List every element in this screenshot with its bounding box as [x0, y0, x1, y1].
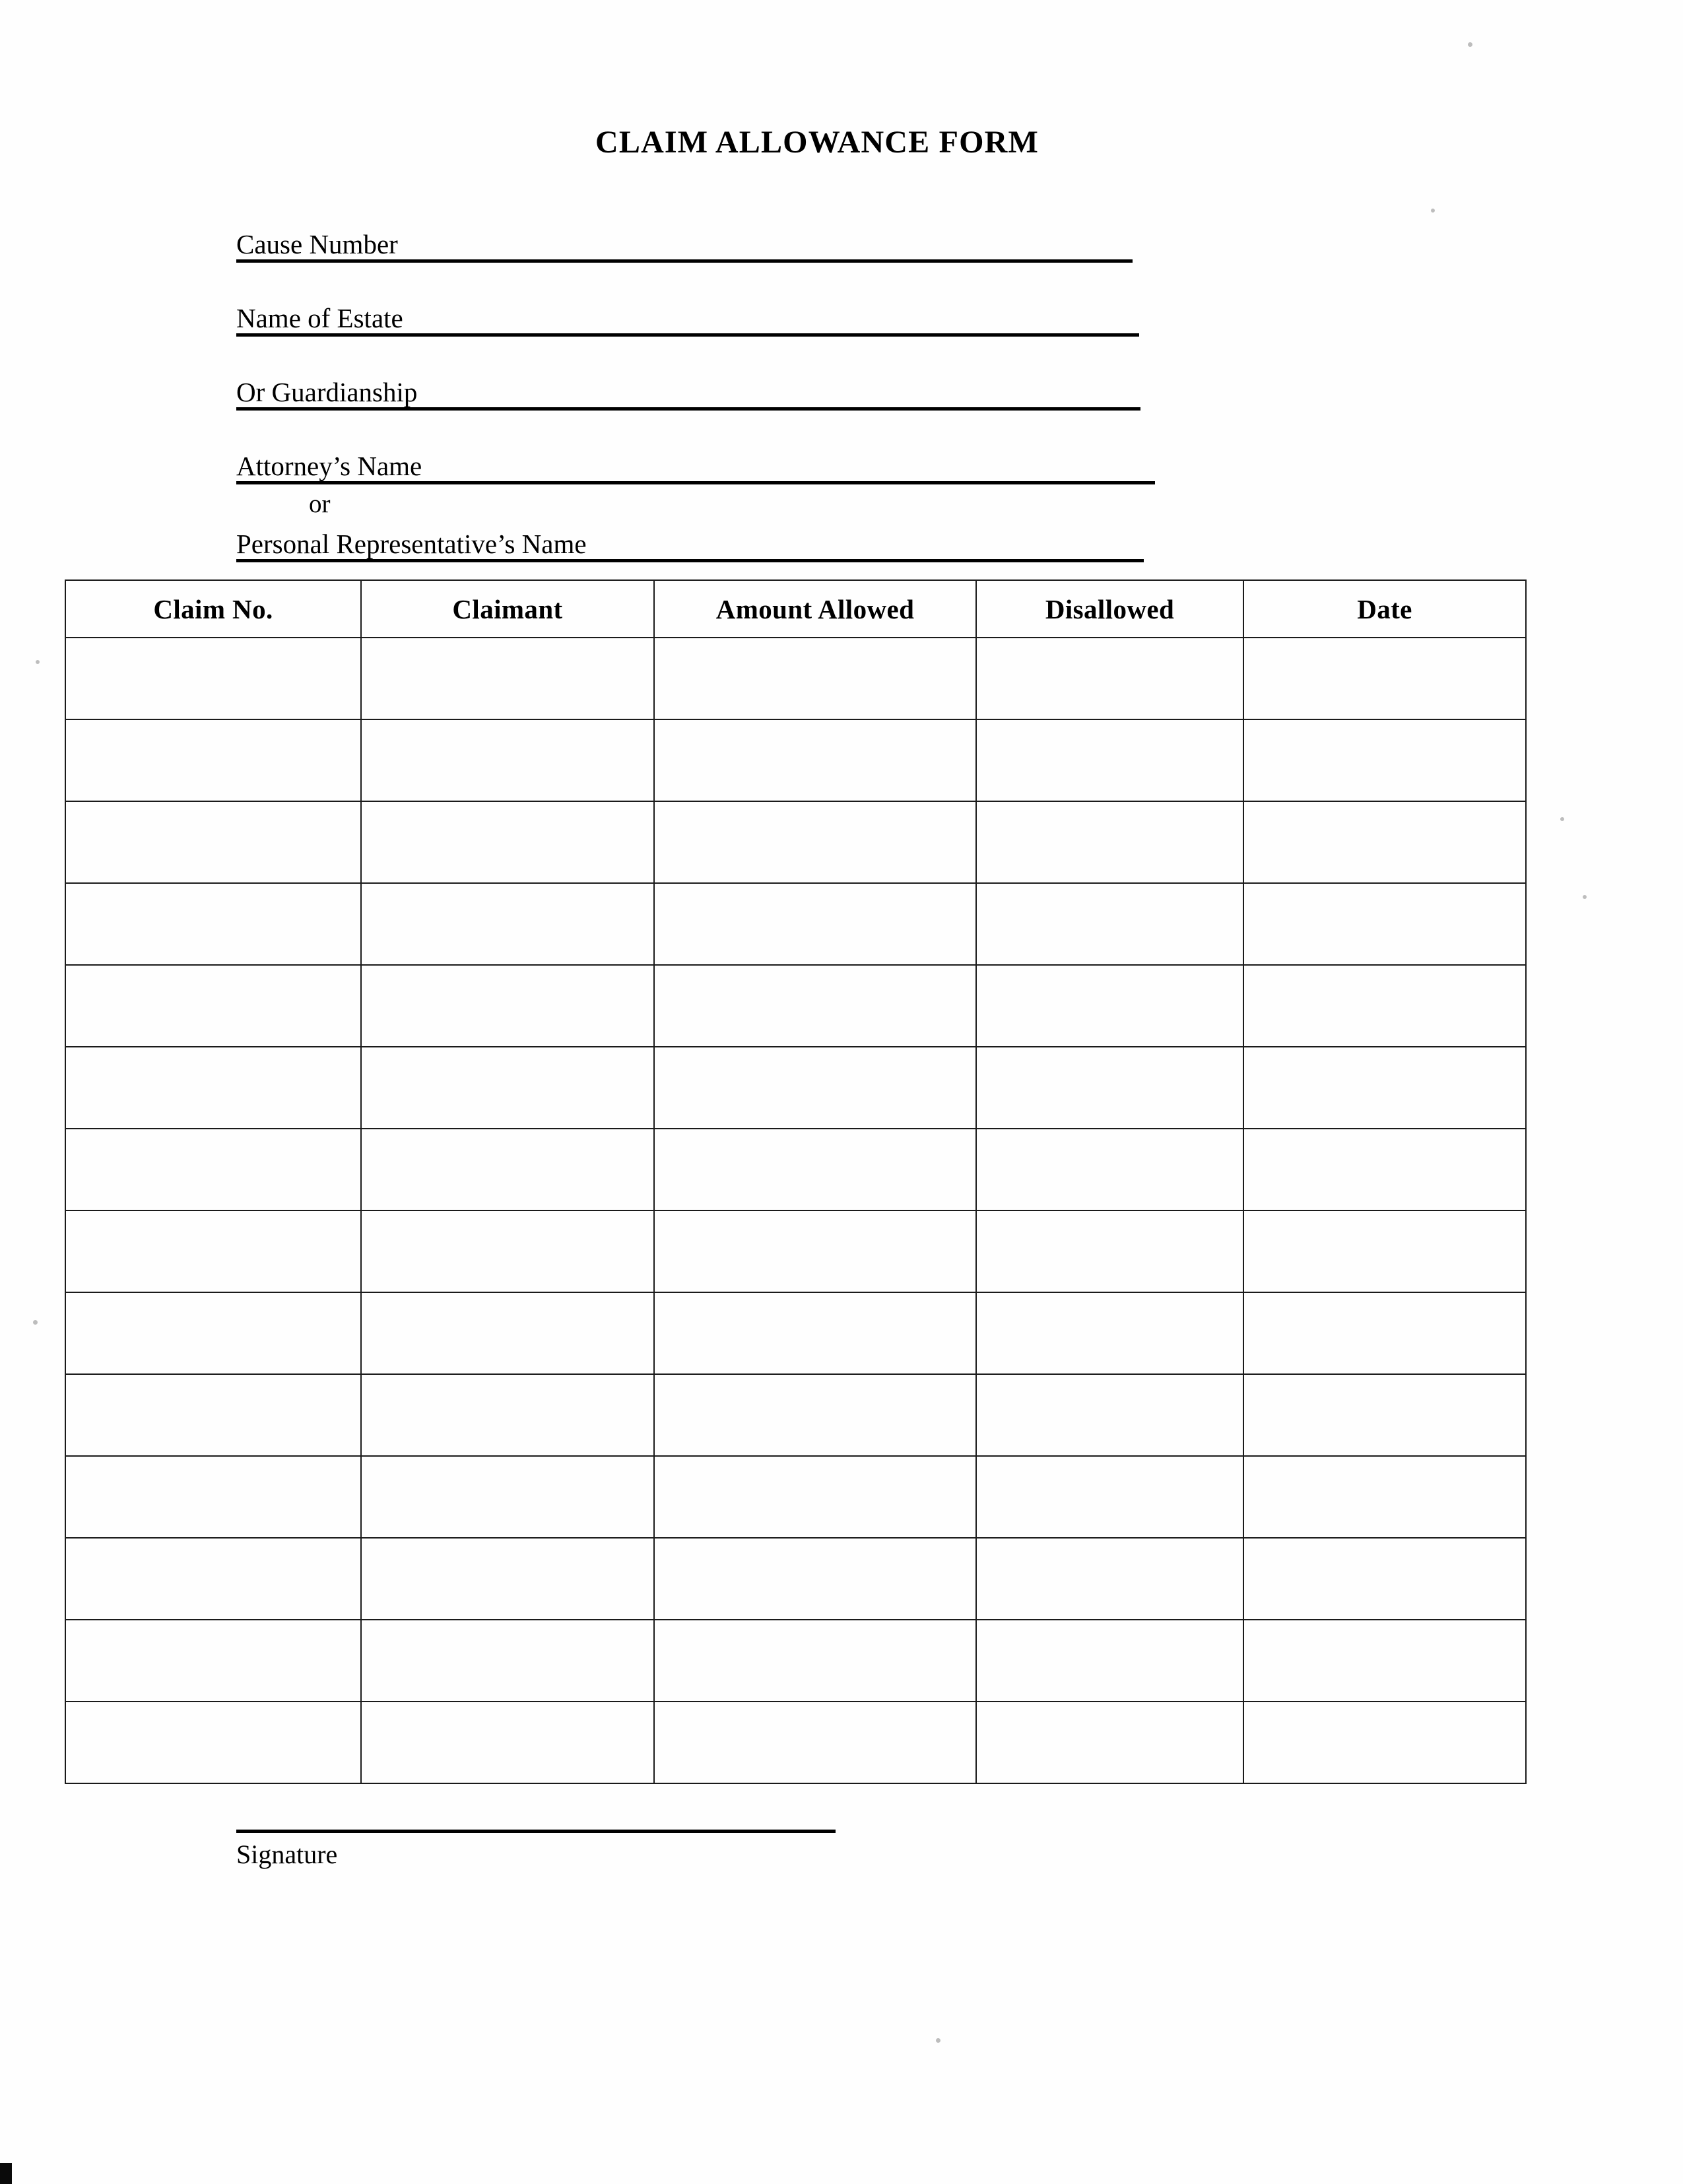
table-cell-amount-allowed[interactable]: [654, 1129, 976, 1210]
table-cell-claimant[interactable]: [361, 1702, 654, 1783]
or-connector-text: or: [309, 490, 331, 518]
table-cell-amount-allowed[interactable]: [654, 883, 976, 965]
table-cell-disallowed[interactable]: [976, 1538, 1243, 1620]
scan-speck: [1431, 209, 1435, 213]
table-row: [65, 638, 1526, 719]
table-cell-amount-allowed[interactable]: [654, 1538, 976, 1620]
table-cell-amount-allowed[interactable]: [654, 1374, 976, 1456]
column-header-amount-allowed: Amount Allowed: [654, 580, 976, 638]
table-cell-claim-no[interactable]: [65, 883, 361, 965]
table-row: [65, 1210, 1526, 1292]
table-cell-claimant[interactable]: [361, 719, 654, 801]
table-row: [65, 1456, 1526, 1538]
field-cause-number-input-line[interactable]: [236, 259, 1133, 263]
field-name-of-estate: [236, 269, 1173, 343]
table-cell-claimant[interactable]: [361, 638, 654, 719]
table-cell-date[interactable]: [1243, 1456, 1526, 1538]
table-cell-claimant[interactable]: [361, 1047, 654, 1129]
table-cell-amount-allowed[interactable]: [654, 1456, 976, 1538]
field-or-guardianship-input-line[interactable]: [236, 407, 1140, 411]
field-or-guardianship-label: Or Guardianship: [236, 376, 418, 407]
signature-label: Signature: [236, 1839, 338, 1869]
table-row: [65, 1374, 1526, 1456]
claims-table-header: [65, 580, 1526, 638]
table-cell-date[interactable]: [1243, 1129, 1526, 1210]
table-cell-claim-no[interactable]: [65, 965, 361, 1047]
table-cell-claimant[interactable]: [361, 1374, 654, 1456]
table-cell-amount-allowed[interactable]: [654, 801, 976, 883]
table-row: [65, 1538, 1526, 1620]
table-cell-claimant[interactable]: [361, 1538, 654, 1620]
table-cell-claimant[interactable]: [361, 1456, 654, 1538]
table-cell-amount-allowed[interactable]: [654, 1620, 976, 1702]
claims-table: [65, 579, 1527, 1784]
table-row: [65, 1129, 1526, 1210]
table-cell-claim-no[interactable]: [65, 638, 361, 719]
or-connector: [236, 491, 1173, 529]
table-cell-amount-allowed[interactable]: [654, 719, 976, 801]
field-attorneys-name-label: Attorney’s Name: [236, 450, 422, 481]
table-row: [65, 883, 1526, 965]
table-cell-claim-no[interactable]: [65, 1456, 361, 1538]
table-cell-date[interactable]: [1243, 1538, 1526, 1620]
table-cell-disallowed[interactable]: [976, 638, 1243, 719]
table-cell-claim-no[interactable]: [65, 1620, 361, 1702]
table-cell-claim-no[interactable]: [65, 1538, 361, 1620]
table-cell-date[interactable]: [1243, 1374, 1526, 1456]
table-cell-amount-allowed[interactable]: [654, 638, 976, 719]
page-title: [0, 127, 1683, 158]
table-cell-date[interactable]: [1243, 719, 1526, 801]
signature-input-line[interactable]: [236, 1830, 836, 1833]
table-cell-disallowed[interactable]: [976, 1620, 1243, 1702]
table-cell-claim-no[interactable]: [65, 1129, 361, 1210]
scan-speck: [1583, 895, 1587, 899]
table-cell-date[interactable]: [1243, 1047, 1526, 1129]
table-cell-disallowed[interactable]: [976, 965, 1243, 1047]
table-row: [65, 1047, 1526, 1129]
field-name-of-estate-label: Name of Estate: [236, 302, 403, 333]
scan-speck: [1468, 42, 1472, 47]
table-cell-date[interactable]: [1243, 638, 1526, 719]
table-cell-amount-allowed[interactable]: [654, 1702, 976, 1783]
table-cell-amount-allowed[interactable]: [654, 965, 976, 1047]
form-fields-group: [236, 195, 1173, 569]
scan-artifact-corner: [0, 2163, 12, 2184]
scan-speck: [33, 1320, 38, 1325]
scan-speck: [36, 660, 40, 664]
page-title-text: CLAIM ALLOWANCE FORM: [595, 125, 1040, 160]
table-header-row: [65, 580, 1526, 638]
table-cell-disallowed[interactable]: [976, 1456, 1243, 1538]
claims-table-body: [65, 638, 1526, 1783]
field-personal-representatives-name-input-line[interactable]: [236, 559, 1144, 562]
column-header-claim-no: Claim No.: [65, 580, 361, 638]
table-cell-date[interactable]: [1243, 1292, 1526, 1374]
table-cell-disallowed[interactable]: [976, 883, 1243, 965]
table-cell-disallowed[interactable]: [976, 1047, 1243, 1129]
table-cell-disallowed[interactable]: [976, 1129, 1243, 1210]
field-attorneys-name: [236, 417, 1173, 491]
column-header-claimant: Claimant: [361, 580, 654, 638]
signature-block: [236, 1830, 896, 1868]
field-personal-representatives-name-label: Personal Representative’s Name: [236, 528, 587, 559]
table-cell-claimant[interactable]: [361, 1129, 654, 1210]
table-cell-date[interactable]: [1243, 1620, 1526, 1702]
field-attorneys-name-input-line[interactable]: [236, 481, 1155, 484]
table-cell-claim-no[interactable]: [65, 1047, 361, 1129]
table-row: [65, 1702, 1526, 1783]
field-cause-number: [236, 195, 1173, 269]
table-cell-disallowed[interactable]: [976, 801, 1243, 883]
table-cell-disallowed[interactable]: [976, 1292, 1243, 1374]
field-cause-number-label: Cause Number: [236, 228, 398, 259]
field-personal-representatives-name: [236, 529, 1173, 569]
table-cell-disallowed[interactable]: [976, 1702, 1243, 1783]
table-cell-disallowed[interactable]: [976, 719, 1243, 801]
table-cell-date[interactable]: [1243, 965, 1526, 1047]
table-cell-claim-no[interactable]: [65, 719, 361, 801]
table-row: [65, 1620, 1526, 1702]
table-cell-claimant[interactable]: [361, 1210, 654, 1292]
table-cell-claim-no[interactable]: [65, 1292, 361, 1374]
table-cell-date[interactable]: [1243, 1702, 1526, 1783]
table-cell-claim-no[interactable]: [65, 1210, 361, 1292]
table-cell-claimant[interactable]: [361, 1620, 654, 1702]
table-row: [65, 965, 1526, 1047]
table-row: [65, 801, 1526, 883]
table-cell-disallowed[interactable]: [976, 1210, 1243, 1292]
table-row: [65, 1292, 1526, 1374]
table-cell-disallowed[interactable]: [976, 1374, 1243, 1456]
table-cell-amount-allowed[interactable]: [654, 1210, 976, 1292]
table-row: [65, 719, 1526, 801]
field-name-of-estate-input-line[interactable]: [236, 333, 1139, 337]
table-cell-claim-no[interactable]: [65, 1702, 361, 1783]
field-or-guardianship: [236, 343, 1173, 417]
table-cell-claim-no[interactable]: [65, 1374, 361, 1456]
table-cell-claimant[interactable]: [361, 965, 654, 1047]
scan-speck: [1560, 817, 1564, 821]
column-header-disallowed: Disallowed: [976, 580, 1243, 638]
table-cell-date[interactable]: [1243, 883, 1526, 965]
table-cell-date[interactable]: [1243, 801, 1526, 883]
table-cell-claimant[interactable]: [361, 883, 654, 965]
table-cell-amount-allowed[interactable]: [654, 1047, 976, 1129]
table-cell-date[interactable]: [1243, 1210, 1526, 1292]
table-cell-claimant[interactable]: [361, 801, 654, 883]
table-cell-claimant[interactable]: [361, 1292, 654, 1374]
table-cell-claim-no[interactable]: [65, 801, 361, 883]
column-header-date: Date: [1243, 580, 1526, 638]
table-cell-amount-allowed[interactable]: [654, 1292, 976, 1374]
scan-speck: [936, 2038, 940, 2043]
